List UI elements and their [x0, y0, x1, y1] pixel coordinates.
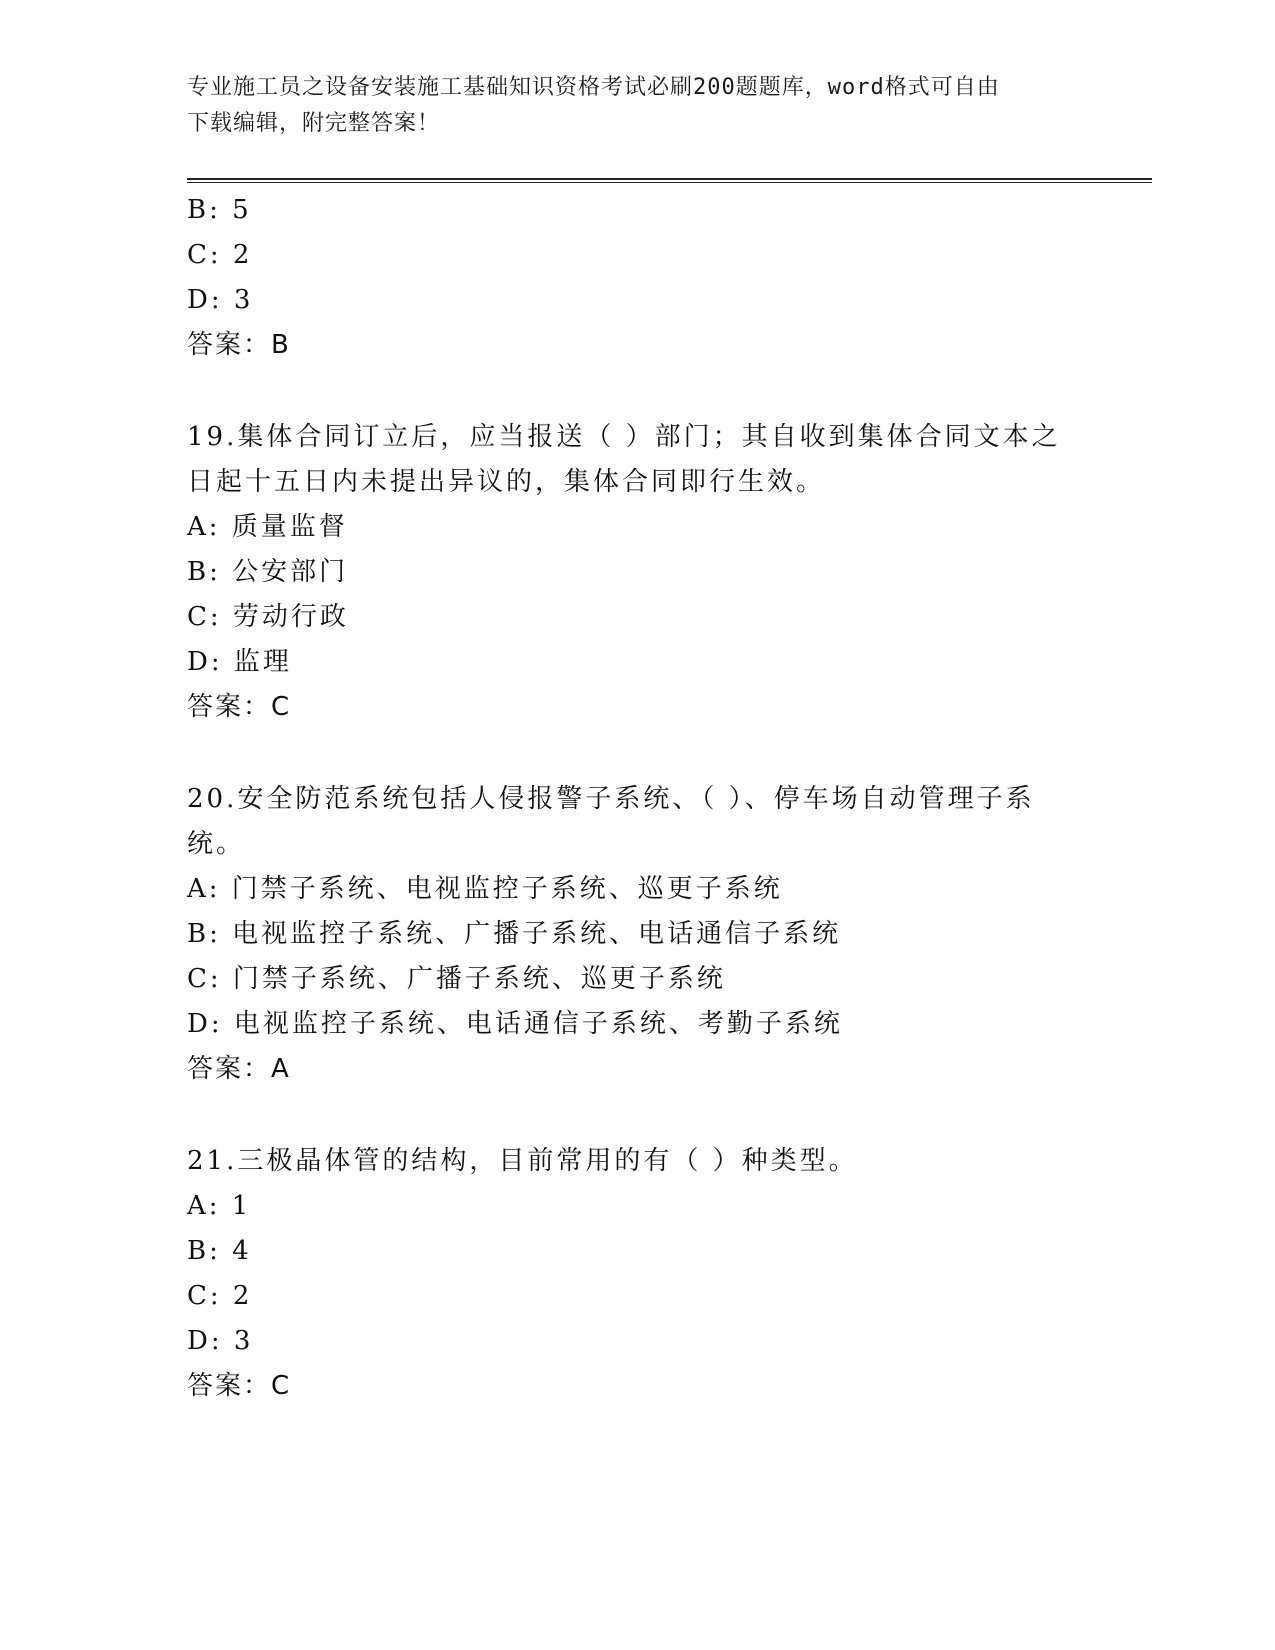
- option-item: B: 4: [187, 1236, 252, 1266]
- option-item: A: 1: [187, 1191, 252, 1221]
- question-block-21: [187, 1139, 1067, 1409]
- option-item: A: 门禁子系统、电视监控子系统、巡更子系统: [187, 874, 783, 904]
- question-text-line: 21.三极晶体管的结构，目前常用的有（ ）种类型。: [187, 1146, 858, 1176]
- option-item: C: 门禁子系统、广播子系统、巡更子系统: [187, 964, 726, 994]
- question-text-line: 20.安全防范系统包括人侵报警子系统、（ ）、停车场自动管理子系: [187, 784, 1035, 814]
- question-block-20: [187, 777, 1067, 1092]
- answer-line: 答案：C: [187, 1371, 292, 1401]
- header-line-2: 下载编辑，附完整答案！: [187, 111, 441, 136]
- option-item: C: 2: [187, 240, 253, 270]
- option-item: C: 2: [187, 1281, 253, 1311]
- question-list: [187, 188, 1067, 1409]
- option-item: D: 监理: [187, 647, 292, 677]
- header-line-1: 专业施工员之设备安装施工基础知识资格考试必刷200题题库，word格式可自由: [187, 75, 1000, 100]
- option-item: B: 公安部门: [187, 557, 349, 587]
- question-text-line: 统。: [187, 829, 246, 859]
- spacer: [187, 730, 1067, 777]
- question-text-line: 19.集体合同订立后，应当报送（ ）部门；其自收到集体合同文本之: [187, 422, 1061, 452]
- option-item: D: 3: [187, 285, 254, 315]
- question-text-line: 日起十五日内未提出异议的，集体合同即行生效。: [187, 467, 826, 497]
- document-header: [187, 70, 1067, 142]
- question-block-19: [187, 415, 1067, 730]
- option-item: B: 电视监控子系统、广播子系统、电话通信子系统: [187, 919, 842, 949]
- spacer: [187, 1092, 1067, 1139]
- answer-line: 答案：A: [187, 1054, 291, 1084]
- option-item: A: 质量监督: [187, 512, 348, 542]
- option-item: C: 劳动行政: [187, 602, 349, 632]
- option-item: D: 3: [187, 1326, 254, 1356]
- answer-line: 答案：B: [187, 330, 291, 360]
- header-divider: [187, 178, 1152, 183]
- option-item: B: 5: [187, 195, 252, 225]
- answer-line: 答案：C: [187, 692, 292, 722]
- option-item: D: 电视监控子系统、电话通信子系统、考勤子系统: [187, 1009, 843, 1039]
- prev-question-block: [187, 188, 1067, 368]
- spacer: [187, 368, 1067, 415]
